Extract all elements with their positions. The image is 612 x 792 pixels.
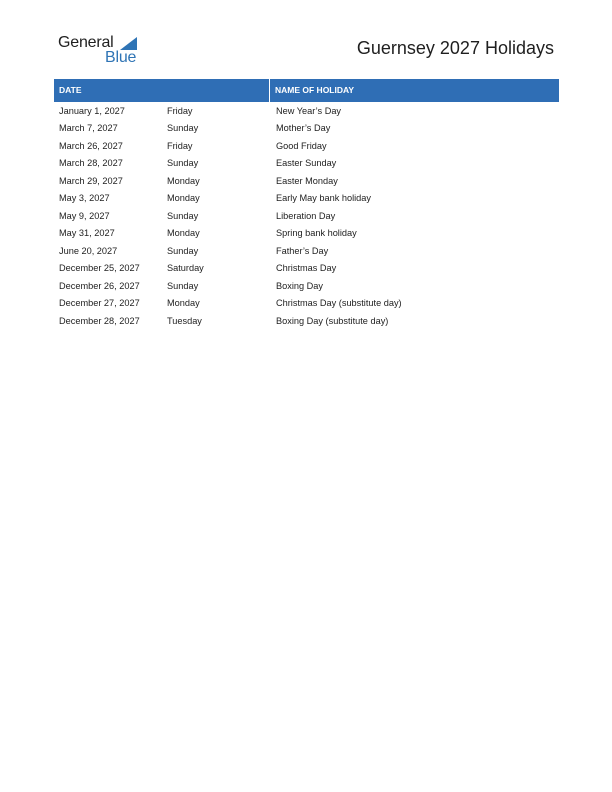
holiday-name-cell: Boxing Day bbox=[276, 280, 323, 291]
holiday-name-cell: Early May bank holiday bbox=[276, 193, 371, 204]
date-cell: January 1, 2027 bbox=[59, 105, 125, 116]
weekday-cell: Monday bbox=[167, 193, 200, 204]
table-row bbox=[54, 190, 559, 208]
table-row bbox=[54, 155, 559, 173]
table-row bbox=[54, 120, 559, 138]
weekday-cell: Sunday bbox=[167, 245, 199, 256]
weekday-cell: Saturday bbox=[167, 263, 204, 274]
date-cell: March 7, 2027 bbox=[59, 123, 118, 134]
table-row bbox=[54, 137, 559, 155]
date-cell: December 26, 2027 bbox=[59, 280, 140, 291]
table-row bbox=[54, 242, 559, 260]
date-cell: March 26, 2027 bbox=[59, 140, 123, 151]
weekday-cell: Monday bbox=[167, 228, 200, 239]
weekday-cell: Friday bbox=[167, 140, 193, 151]
logo bbox=[58, 34, 148, 68]
date-cell: December 25, 2027 bbox=[59, 263, 140, 274]
weekday-cell: Sunday bbox=[167, 210, 199, 221]
weekday-cell: Sunday bbox=[167, 280, 199, 291]
weekday-cell: Monday bbox=[167, 175, 200, 186]
holiday-table bbox=[54, 79, 559, 330]
table-row bbox=[54, 312, 559, 330]
weekday-cell: Friday bbox=[167, 105, 193, 116]
holiday-name-cell: New Year’s Day bbox=[276, 105, 342, 116]
header-date: DATE bbox=[54, 79, 270, 102]
logo-general-text: General bbox=[58, 34, 114, 51]
table-body bbox=[54, 102, 559, 330]
weekday-cell: Tuesday bbox=[167, 315, 202, 326]
date-cell: May 9, 2027 bbox=[59, 210, 110, 221]
holiday-name-cell: Easter Monday bbox=[276, 175, 338, 186]
holiday-name-cell: Boxing Day (substitute day) bbox=[276, 315, 389, 326]
weekday-cell: Monday bbox=[167, 298, 200, 309]
date-cell: March 29, 2027 bbox=[59, 175, 123, 186]
holiday-name-cell: Father’s Day bbox=[276, 245, 329, 256]
weekday-cell: Sunday bbox=[167, 158, 199, 169]
logo-blue-text: Blue bbox=[105, 49, 137, 66]
date-cell: March 28, 2027 bbox=[59, 158, 123, 169]
holiday-name-cell: Mother’s Day bbox=[276, 123, 331, 134]
table-row bbox=[54, 207, 559, 225]
holiday-name-cell: Liberation Day bbox=[276, 210, 336, 221]
holiday-name-cell: Good Friday bbox=[276, 140, 327, 151]
page-title: Guernsey 2027 Holidays bbox=[356, 38, 554, 58]
holiday-name-cell: Spring bank holiday bbox=[276, 228, 357, 239]
table-row bbox=[54, 260, 559, 278]
table-row bbox=[54, 277, 559, 295]
date-cell: June 20, 2027 bbox=[59, 245, 118, 256]
header-holiday-name: NAME OF HOLIDAY bbox=[275, 85, 355, 95]
holiday-name-cell: Christmas Day (substitute day) bbox=[276, 298, 402, 309]
table-row bbox=[54, 295, 559, 313]
date-cell: December 27, 2027 bbox=[59, 298, 140, 309]
weekday-cell: Sunday bbox=[167, 123, 199, 134]
date-cell: May 31, 2027 bbox=[59, 228, 115, 239]
table-row bbox=[54, 172, 559, 190]
holiday-name-cell: Easter Sunday bbox=[276, 158, 337, 169]
date-cell: May 3, 2027 bbox=[59, 193, 110, 204]
holiday-name-cell: Christmas Day bbox=[276, 263, 337, 274]
table-row bbox=[54, 102, 559, 120]
table-header bbox=[54, 79, 559, 102]
date-cell: December 28, 2027 bbox=[59, 315, 140, 326]
table-row bbox=[54, 225, 559, 243]
